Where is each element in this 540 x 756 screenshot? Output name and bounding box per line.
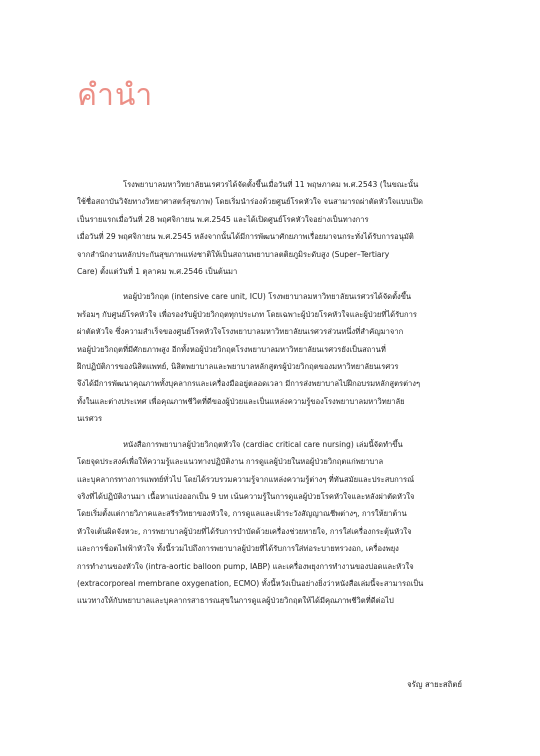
paragraph-line: จากสำนักงานหลักประกันสุขภาพแห่งชาติให้เป็นสถานพยาบาลตติยภูมิระดับสูง (Super–Tertiary	[77, 249, 390, 259]
paragraph-line: การทำงานของหัวใจ (intra-aortic balloon pump, IABP) และเครื่องพยุงการทำงานของปอดและหัวใจ	[77, 561, 414, 571]
paragraph-line: และการช็อตไฟฟ้าหัวใจ ทั้งนี้รวมไปถึงการพยาบาลผู้ป่วยที่ได้รับการใส่ท่อระบายทรวงอก, เครื่องพยุง	[77, 544, 399, 554]
paragraph-line: (extracorporeal membrane oxygenation, ECMO) ทั้งนี้หวังเป็นอย่างยิ่งว่าหนังสือเล่มนี้จะสามารถเป็น	[77, 578, 424, 588]
paragraph-line: ฝึกปฏิบัติการของนิสิตแพทย์, นิสิตพยาบาลและพยาบาลหลักสูตรผู้ป่วยวิกฤตของมหาวิทยาลัยนเรศวร	[77, 362, 399, 372]
paragraph-line: หัวใจเต้นผิดจังหวะ, การพยาบาลผู้ป่วยที่ได้รับการบำบัดด้วยเครื่องช่วยหายใจ, การใส่เครื่องกระตุ้นหัวใจ	[77, 526, 412, 536]
paragraph-book	[77, 436, 463, 610]
paragraph-line: ใช้ชื่อสถาบันวิจัยทางวิทยาศาสตร์สุขภาพ) โดยเริ่มนำร่องด้วยศูนย์โรคหัวใจ จนสามารถผ่าตัดหัวใจแบบเปิด	[77, 197, 423, 207]
paragraph-line: ทั้งในและต่างประเทศ เพื่อคุณภาพชีวิตที่ดีของผู้ป่วยและเป็นแหล่งความรู้ของโรงพยาบาลมหาวิทยาลัย	[77, 396, 405, 406]
paragraph-line: Care) ตั้งแต่วันที่ 1 ตุลาคม พ.ศ.2546 เป็นต้นมา	[77, 267, 238, 277]
paragraph-line: เป็นรายแรกเมื่อวันที่ 28 พฤศจิกายน พ.ศ.2545 และได้เปิดศูนย์โรคหัวใจอย่างเป็นทางการ	[77, 214, 369, 224]
author-signature: จรัญ สายะสถิตย์	[407, 680, 462, 689]
page-title: คำนำ	[77, 78, 154, 113]
paragraph-line: นเรศวร	[77, 414, 103, 424]
paragraph-line: โรงพยาบาลมหาวิทยาลัยนเรศวรได้จัดตั้งขึ้นเมื่อวันที่ 11 พฤษภาคม พ.ศ.2543 (ในขณะนั้น	[123, 180, 419, 189]
paragraph-line: เมื่อวันที่ 29 พฤศจิกายน พ.ศ.2545 หลังจากนั้นได้มีการพัฒนาศักยภาพเรื่อยมาจนกระทั่งได้รับการอนุมัติ	[77, 232, 414, 242]
paragraph-line: โดยจุดประสงค์เพื่อให้ความรู้และแนวทางปฏิบัติงาน การดูแลผู้ป่วยในหอผู้ป่วยวิกฤตแก่พยาบาล	[77, 457, 384, 467]
paragraph-line: ผ่าตัดหัวใจ ซึ่งความสำเร็จของศูนย์โรคหัวใจโรงพยาบาลมหาวิทยาลัยนเรศวรส่วนหนึ่งที่สำคัญมาจาก	[77, 327, 404, 337]
paragraph-line: หนังสือการพยาบาลผู้ป่วยวิกฤตหัวใจ (cardiac critical care nursing) เล่มนี้จัดทำขึ้น	[123, 439, 403, 449]
paragraph-line: โดยเริ่มตั้งแต่กายวิภาคและสรีรวิทยาของหัวใจ, การดูแลและเฝ้าระวังสัญญาณชีพต่างๆ, การให้ยาต้าน	[77, 509, 407, 519]
paragraph-line: พร้อมๆ กับศูนย์โรคหัวใจ เพื่อรองรับผู้ป่วยวิกฤตทุกประเภท โดยเฉพาะผู้ป่วยโรคหัวใจและผู้ป่วยที่ได้รับการ	[77, 309, 417, 319]
paragraph-line: จริงที่ได้ปฏิบัติงานมา เนื้อหาแบ่งออกเป็น 9 บท เน้นความรู้ในการดูแลผู้ป่วยโรคหัวใจและหลังผ่าตัดหัวใจ	[77, 491, 415, 501]
paragraph-line: หอผู้ป่วยวิกฤตที่มีศักยภาพสูง อีกทั้งหอผู้ป่วยวิกฤตโรงพยาบาลมหาวิทยาลัยนเรศวรยังเป็นสถานที่	[77, 344, 386, 354]
paragraph-line: แนวทางให้กับพยาบาลและบุคลากรสาธารณสุขในการดูแลผู้ป่วยวิกฤตให้ได้มีคุณภาพชีวิตที่ดีต่อไป	[77, 596, 394, 606]
paragraph-line: หอผู้ป่วยวิกฤต (intensive care unit, ICU) โรงพยาบาลมหาวิทยาลัยนเรศวรได้จัดตั้งขึ้น	[123, 292, 412, 302]
preface-body	[77, 176, 463, 618]
paragraph-icu	[77, 288, 463, 427]
paragraph-history	[77, 176, 463, 280]
paragraph-line: จึงได้มีการพัฒนาคุณภาพทั้งบุคลากรและเครื่องมืออยู่ตลอดเวลา มีการส่งพยาบาลไปฝึกอบรมหลักสูตรต่างๆ	[77, 379, 421, 389]
paragraph-line: และบุคลากรทางการแพทย์ทั่วไป โดยได้รวบรวมความรู้จากแหล่งความรู้ต่างๆ ที่ทันสมัยและประสบการณ์	[77, 474, 415, 484]
